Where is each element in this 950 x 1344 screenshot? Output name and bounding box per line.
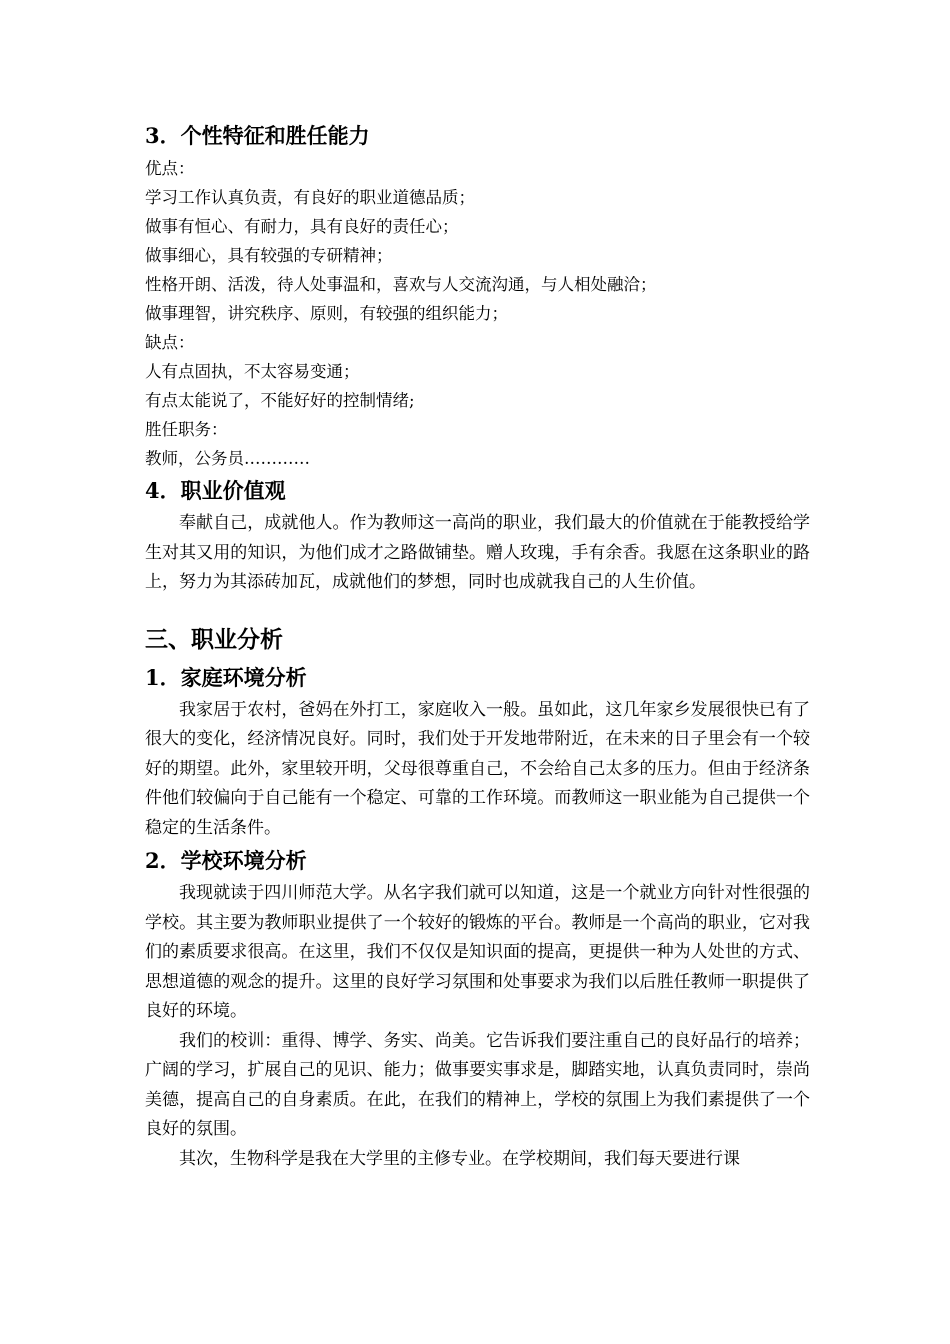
paragraph-school-3: 其次，生物科学是我在大学里的主修专业。在学校期间，我们每天要进行课 [179,1148,740,1169]
section-heading-family: 1．家庭环境分析 [145,664,307,690]
section-heading-personality: 3．个性特征和胜任能力 [145,123,370,148]
paragraph-school-2: 我们的校训：重得、博学、务实、尚美。它告诉我们要注重自己的良好品行的培养；广阔的学习，扩展自己的见识、能力；做事要实事求是，脚踏实地，认真负责同时，崇尚美德，提高自己的自身素质。在此，在我们的精神上，学校的氛围上为我们素提供了一个良好的氛围。 [145,1030,810,1139]
text-line: 学习工作认真负责，有良好的职业道德品质； [145,188,475,207]
text-line: 优点： [145,159,195,178]
paragraph-school-1: 我现就读于四川师范大学。从名字我们就可以知道，这是一个就业方向针对性很强的学校。其主要为教师职业提供了一个较好的锻炼的平台。教师是一个高尚的职业，它对我们的素质要求很高。在这里，我们不仅仅是知识面的提高，更提供一种为人处世的方式、思想道德的观念的提升。这里的良好学习氛围和处事要求为我们以后胜任教师一职提供了良好的环境。 [145,883,810,1021]
text-line: 胜任职务： [145,420,228,439]
paragraph-values: 奉献自己，成就他人。作为教师这一高尚的职业，我们最大的价值就在于能教授给学生对其又用的知识，为他们成才之路做铺垫。赠人玫瑰，手有余香。我愿在这条职业的路上，努力为其添砖加瓦，成就他们的梦想，同时也成就我自己的人生价值。 [145,513,810,592]
section-spacer [145,598,810,620]
text-line: 做事细心，具有较强的专研精神； [145,246,393,265]
text-line: 做事理智，讲究秩序、原则，有较强的组织能力； [145,304,508,323]
text-line: 做事有恒心、有耐力，具有良好的责任心； [145,217,459,236]
text-line: 有点太能说了，不能好好的控制情绪; [145,391,415,410]
text-line: 人有点固执，不太容易变通； [145,362,360,381]
document-page [145,118,810,1174]
chapter-heading-career-analysis: 三、职业分析 [145,625,283,653]
section-heading-school: 2．学校环境分析 [145,848,307,873]
section-heading-values: 4．职业价值观 [145,478,286,503]
text-line: 教师，公务员………… [145,449,310,468]
paragraph-family: 我家居于农村，爸妈在外打工，家庭收入一般。虽如此，这几年家乡发展很快已有了很大的变化，经济情况良好。同时，我们处于开发地带附近，在未来的日子里会有一个较好的期望。此外，家里较开明，父母很尊重自己，不会给自己太多的压力。但由于经济条件他们较偏向于自己能有一个稳定、可靠的工作环境。而教师这一职业能为自己提供一个稳定的生活条件。 [145,699,810,838]
text-line: 缺点： [145,333,195,352]
text-line: 性格开朗、活泼，待人处事温和，喜欢与人交流沟通，与人相处融洽； [145,275,657,294]
